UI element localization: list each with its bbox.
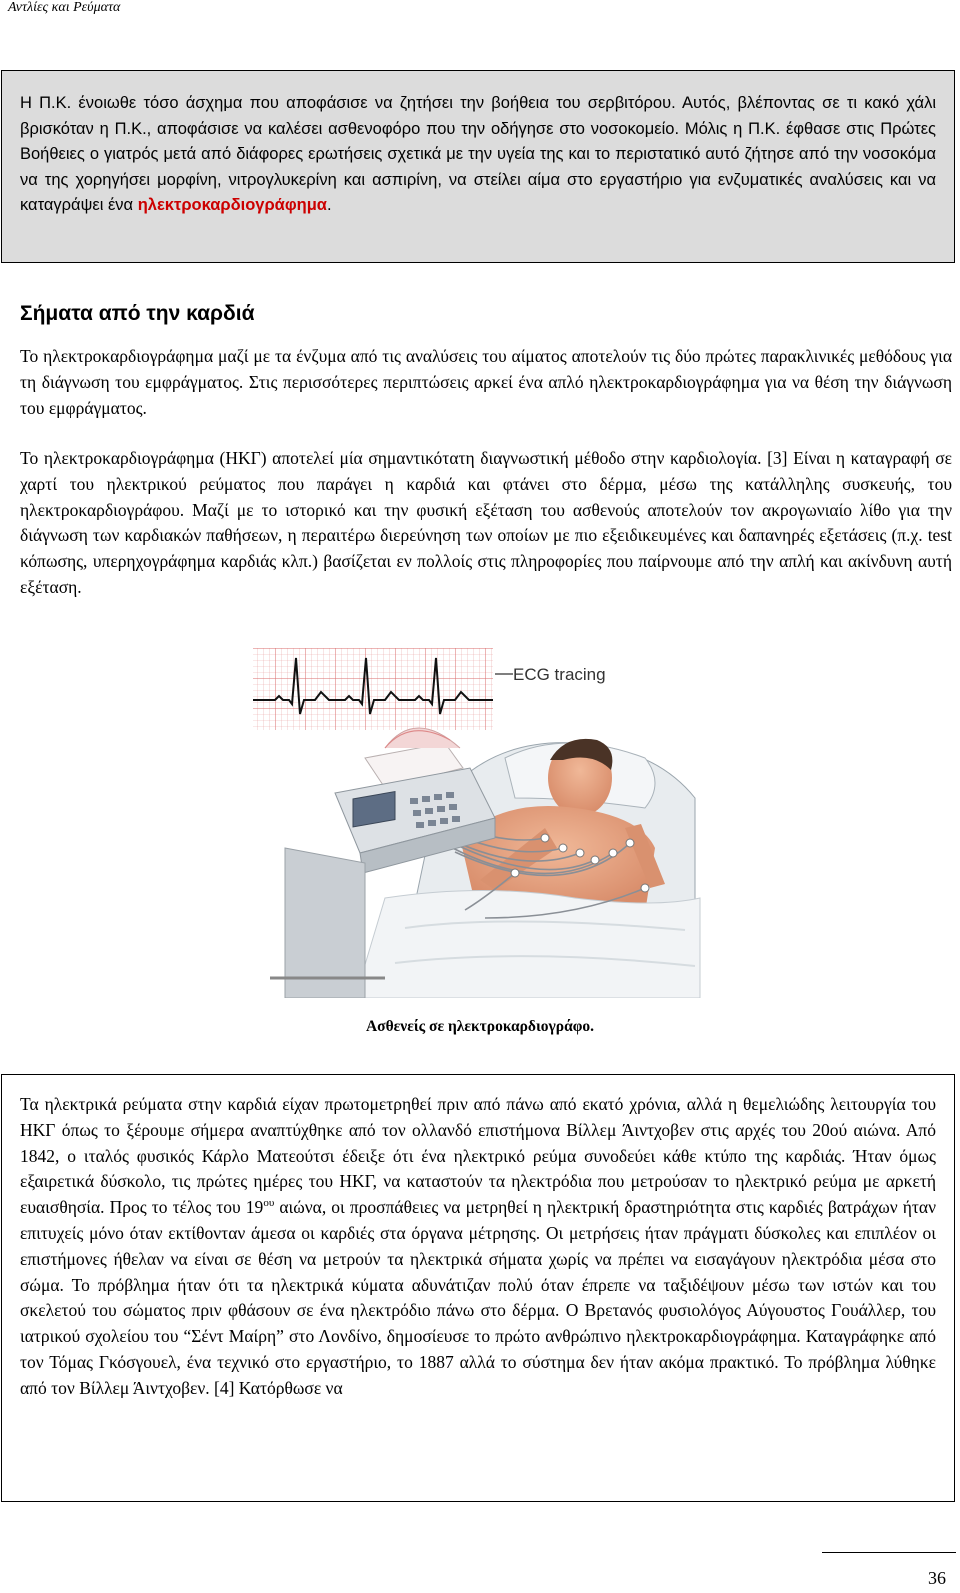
history-text-part-1: Τα ηλεκτρικά ρεύματα στην καρδιά είχαν πρωτομετρηθεί πριν από πάνω από εκατό χρόνια, αλλά η θεμελιώδης λειτουργία του ΗΚΓ όπως το ξέρουμε σήμερα αναπτύχθηκε από τον ολλανδό επιστήμονα Βίλλεμ Άιντχοβεν στις αρχές του 20ού αιώνα. Από 1842, ο ιταλός φυσικός Κάρλο Ματεούτσι έδειξε ότι ένα ηλεκτρικό ρεύμα συνοδεύει κάθε κτύπο της καρδιάς. Ήταν όμως εξαιρετικά δύσκολο, τις πρώτες ημέρες του ΗΚΓ, να καταστούν τα ηλεκτρόδια που μετρούσαν το ηλεκτρικό ρεύμα με αρκετή ευαισθησία. Προς το τέλος του 19 (20, 1094, 936, 1218)
footer-rule (822, 1552, 956, 1553)
case-story-text-end: . (326, 196, 332, 215)
history-text (20, 1092, 936, 1402)
century-superscript: ου (263, 1197, 275, 1210)
history-box (1, 1074, 955, 1502)
ecg-tracing-label: ECG tracing (513, 665, 606, 684)
ecg-highlight-term: ηλεκτροκαρδιογράφημα (137, 196, 327, 215)
body-paragraph-2: Το ηλεκτροκαρδιογράφημα (ΗΚΓ) αποτελεί μία σημαντικότατη διαγνωστική μέθοδο στην καρδιολογία. [3] Είναι η καταγραφή σε χαρτί του ηλεκτρικού ρεύματος που παράγει η καρδιά και φτάνει στο δέρμα, μέσω της κατάλληλης συσκευής, του ηλεκτροκαρδιογράφου. Μαζί με το ιστορικό και την φυσική εξέταση του ασθενούς αποτελούν τον ακρογωνιαίο λίθο για την διάγνωση των καρδιακών παθήσεων, η περαιτέρω διερεύνηση των οποίων με πιο εξειδικευμένες και δαπανηρές εξετάσεις (π.χ. test κόπωσης, υπερηχογράφημα καρδιάς κλπ.) βασίζεται εν πολλοίς στις πληροφορίες που παίρνουμε από την απλή και ακίνδυνη αυτή εξέταση. (20, 448, 952, 597)
ecg-patient-illustration (245, 648, 705, 998)
running-header: Αντλίες και Ρεύματα (8, 0, 121, 15)
case-story-text (20, 91, 936, 219)
figure-caption: Ασθενείς σε ηλεκτροκαρδιογράφο. (365, 1018, 595, 1035)
ecg-tracing-strip (253, 648, 493, 730)
body-paragraph-1: Το ηλεκτροκαρδιογράφημα μαζί με τα ένζυμα από τις αναλύσεις του αίματος αποτελούν τις δύο πρώτες παρακλινικές μεθόδους για τη διάγνωση του εμφράγματος. Στις περισσότερες περιπτώσεις αρκεί ένα απλό ηλεκτροκαρδιογράφημα για να θέση την διάγνωση του εμφράγματος. (20, 346, 952, 418)
section-heading: Σήματα από την καρδιά (20, 302, 255, 325)
case-story-box (1, 70, 955, 263)
page-number: 36 (928, 1568, 946, 1588)
history-text-part-2: αιώνα, οι προσπάθειες να μετρηθεί η ηλεκτρική δραστηριότητα στις καρδιές βατράχων ήταν επιτυχείς μόνο όταν εκτίθονταν άμεσα οι καρδιές στα όργανα μέτρησης. Οι μετρήσεις ήταν πράγματι δύσκολες και επιπλέον οι επιστήμονες ήθελαν να είναι σε θέση να μετρούν τα ηλεκτρικά σήματα χωρίς να πρέπει να εισαγάγουν ηλεκτρόδια μέσα στο σώμα. Το πρόβλημα ήταν ότι τα ηλεκτρικά κύματα αδυνάτιζαν πολύ όταν έπρεπε να ταξιδέψουν μέσω των ιστών και του σκελετού του σώματος πριν φθάσουν σε ένα ηλεκτρόδιο πάνω στο δέρμα. Ο Βρετανός φυσιολόγος Αύγουστος Γουάλλερ, του ιατρικού σχολείου του “Σέντ Μαίρη” στο Λονδίνο, δημοσίευσε το πρώτο ανθρώπινο ηλεκτροκαρδιογράφημα. Καταγράφηκε από τον Τόμας Γκόσγουελ, ένα τεχνικό στο εργαστήριο, το 1887 αλλά το σύστημα δεν ήταν ακόμα πρακτικό. Το πρόβλημα λύθηκε από τον Βίλλεμ Άιντχοβεν. [4] Κατόρθωσε να (20, 1197, 936, 1398)
blanket (355, 891, 700, 999)
case-story-text-main: Η Π.Κ. ένοιωθε τόσο άσχημα που αποφάσισε να ζητήσει την βοήθεια του σερβιτόρου. Αυτός, βλέποντας σε τι κακό χάλι βρισκόταν η Π.Κ., αποφάσισε να καλέσει ασθενοφόρο που την οδήγησε στο νοσοκομείο. Μόλις η Π.Κ. έφθασε στις Πρώτες Βοήθειες ο γιατρός μετά από διάφορες ερωτήσεις σχετικά με την υγεία της και το περιστατικό αυτό ζήτησε από την νοσοκόμα να της χορηγήσει μορφίνη, νιτρογλυκερίνη και ασπιρίνη, να στείλει αίμα στο εργαστήριο για ενζυματικές αναλύσεις και να καταγράψει ένα (20, 94, 936, 215)
